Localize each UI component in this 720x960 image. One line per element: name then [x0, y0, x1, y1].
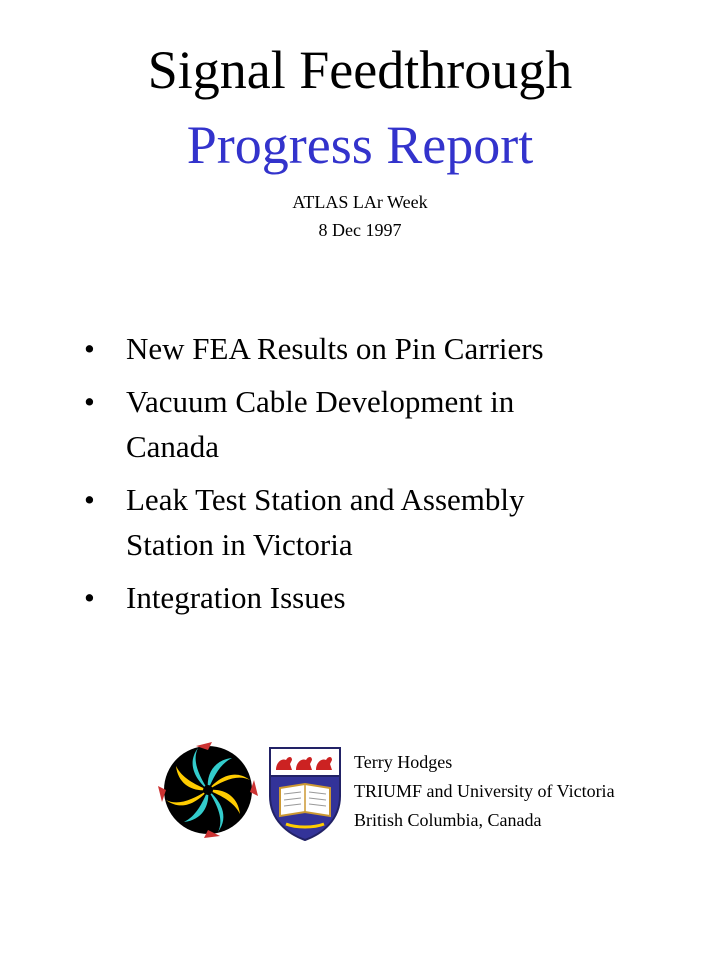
author-location: British Columbia, Canada	[354, 810, 542, 830]
bullet-text: Integration Issues	[126, 580, 346, 615]
bullet-list	[82, 326, 682, 628]
author-affiliation: TRIUMF and University of Victoria	[354, 781, 615, 801]
slide-subtitle-heading: Progress Report	[186, 115, 534, 175]
triumf-pinwheel-logo	[156, 740, 260, 840]
bullet-item	[82, 477, 682, 567]
bullet-text-continued: Station in Victoria	[126, 527, 353, 562]
bullet-item	[82, 575, 682, 620]
author-block	[354, 748, 615, 835]
bullet-text-continued: Canada	[126, 429, 219, 464]
bullet-text: Leak Test Station and Assembly	[126, 482, 525, 517]
bullet-dot-icon: •	[84, 384, 95, 419]
university-of-victoria-crest	[266, 744, 344, 842]
slide-title: Signal Feedthrough	[147, 40, 573, 100]
event-date: 8 Dec 1997	[318, 220, 402, 240]
bullet-text: New FEA Results on Pin Carriers	[126, 331, 544, 366]
bullet-dot-icon: •	[84, 482, 95, 517]
bullet-text: Vacuum Cable Development in	[126, 384, 515, 419]
event-name: ATLAS LAr Week	[292, 192, 428, 212]
bullet-item	[82, 379, 682, 469]
bullet-dot-icon: •	[84, 331, 95, 366]
bullet-item	[82, 326, 682, 371]
author-name: Terry Hodges	[354, 752, 453, 772]
bullet-dot-icon: •	[84, 580, 95, 615]
